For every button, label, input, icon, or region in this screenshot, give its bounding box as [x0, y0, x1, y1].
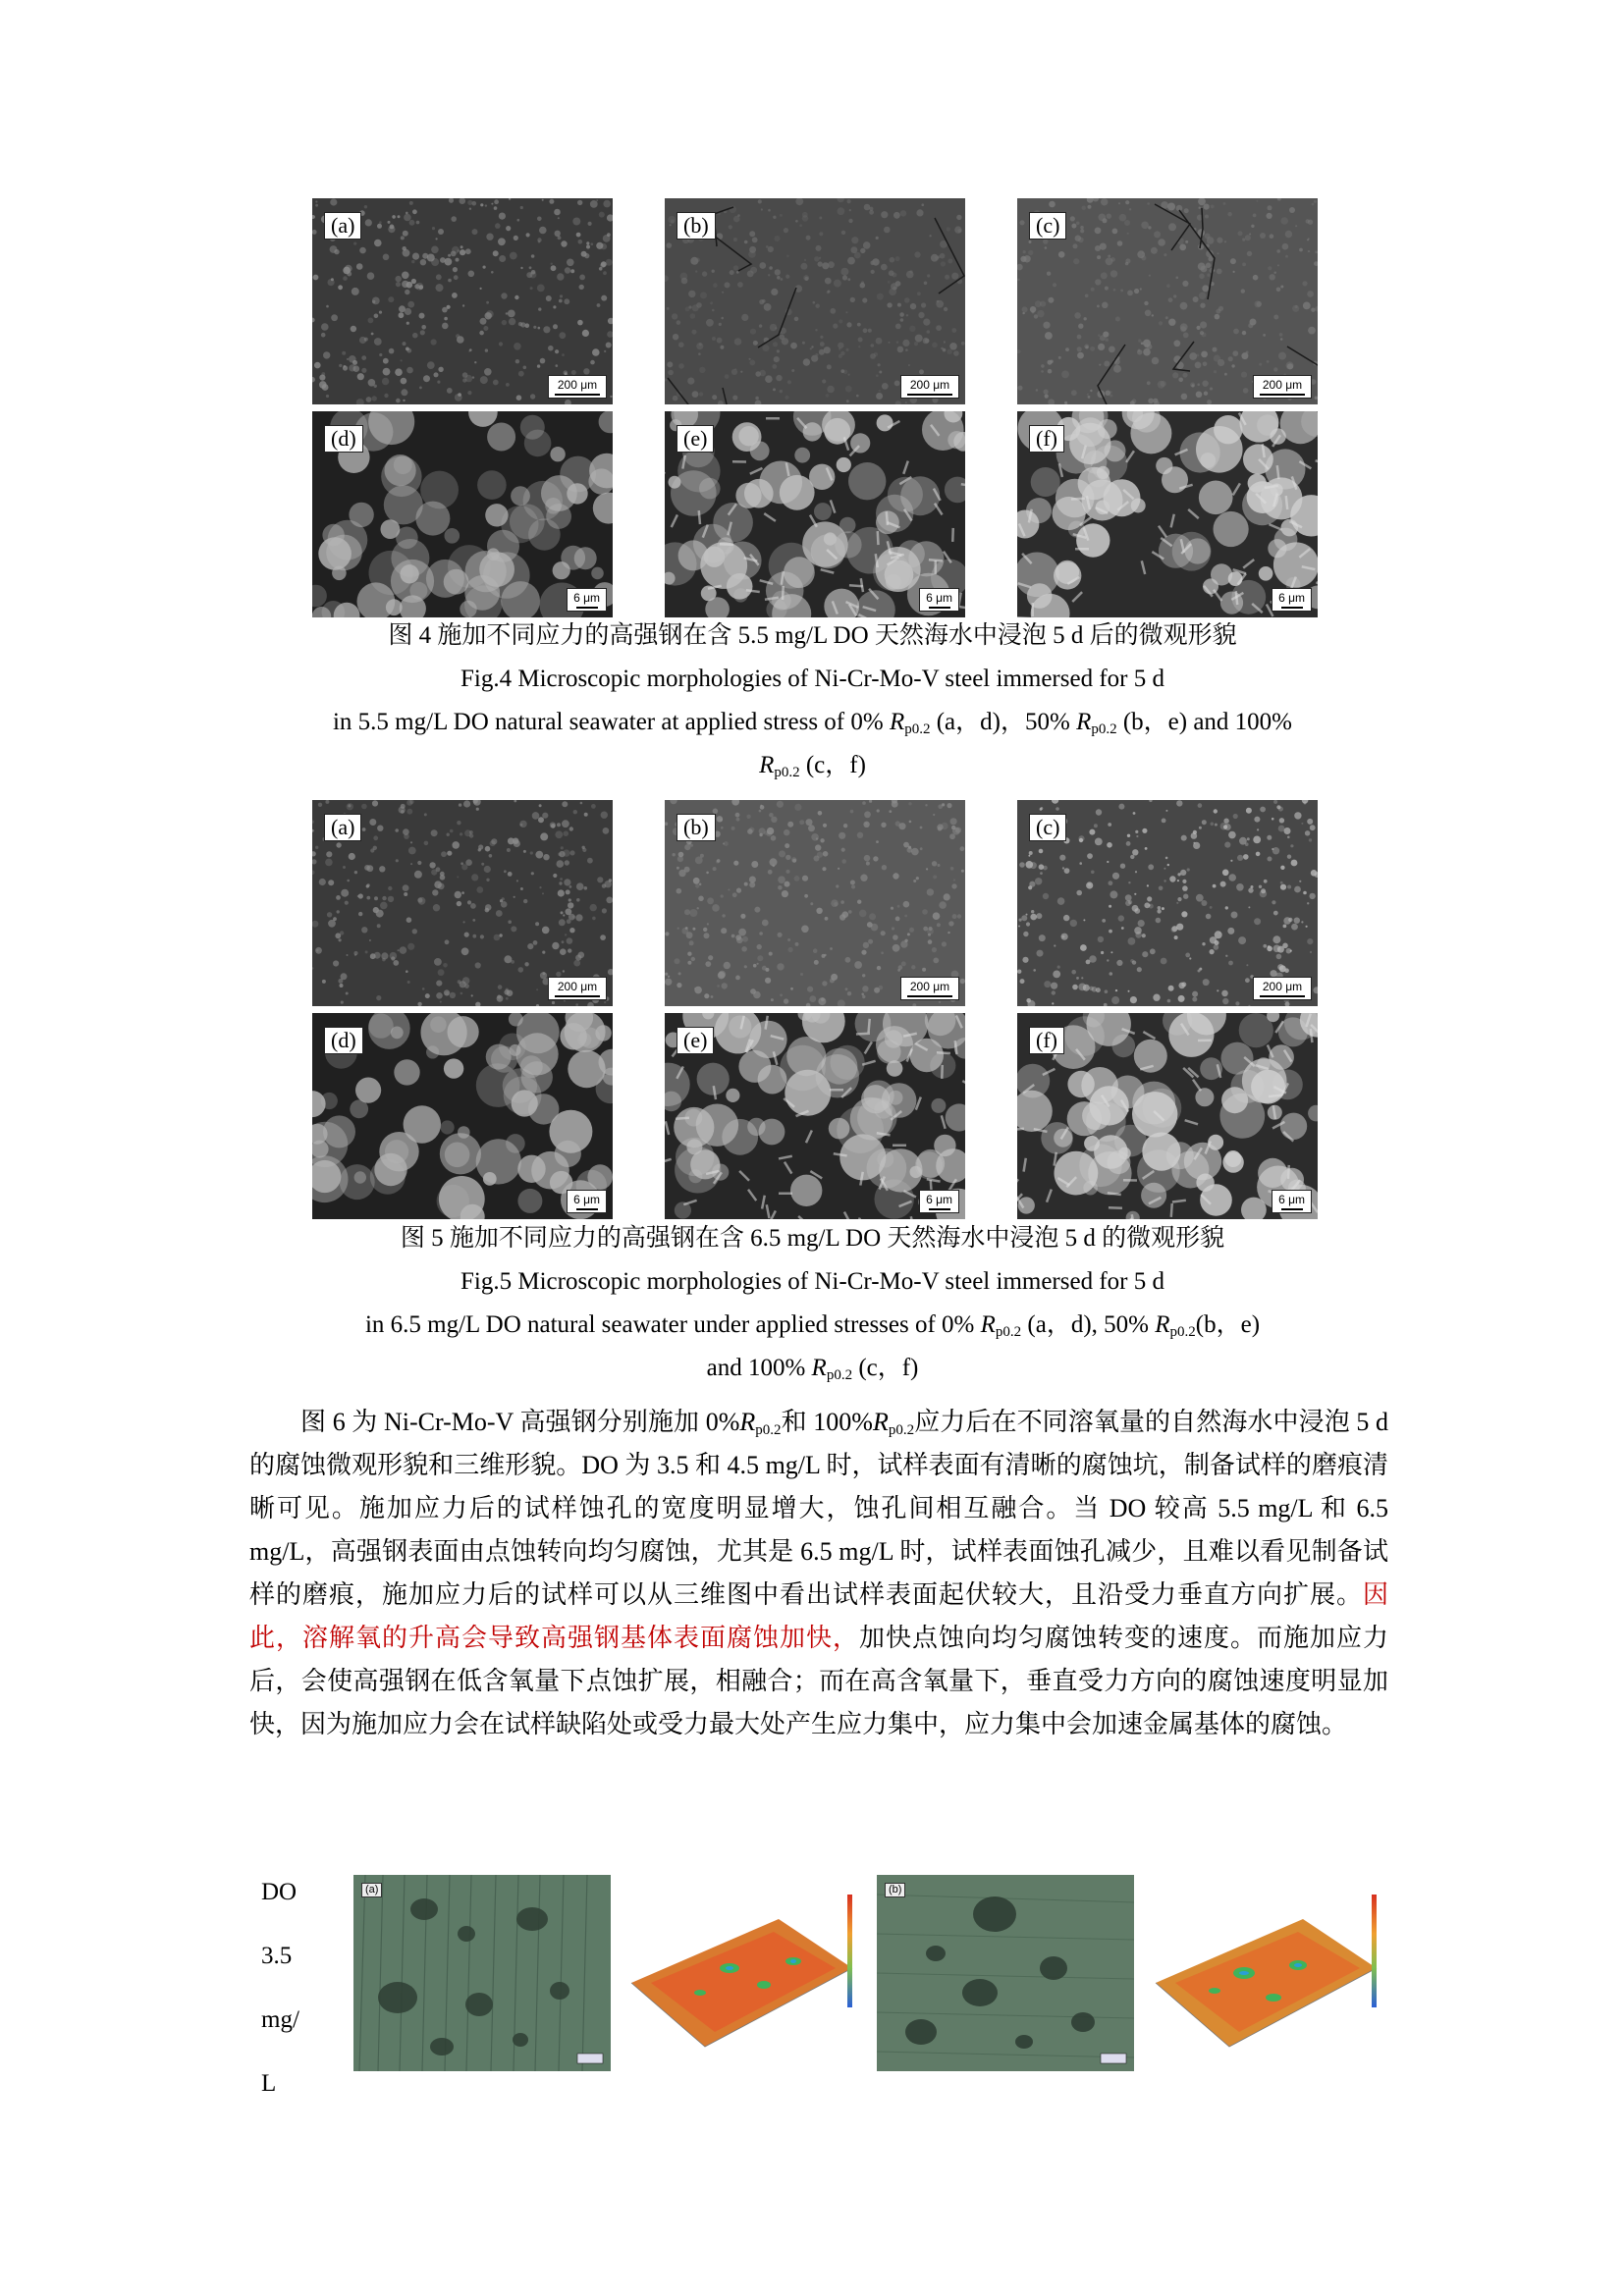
panel-label: (d) [324, 1027, 363, 1054]
figure-5-caption-en-3: and 100% $R_{p0.2}$ (c，f) [706, 1355, 919, 1383]
panel-label: (a) [324, 814, 361, 841]
sem-panel-c [1017, 198, 1318, 404]
sem-panel-b [665, 198, 965, 404]
optical-micrograph-a [353, 1875, 611, 2071]
scale-bar: 200 μm [900, 977, 959, 1000]
panel-label: (c) [1029, 212, 1066, 240]
panel-label: (f) [1029, 425, 1064, 453]
sem-panel-f [1017, 1013, 1318, 1219]
sem-panel-f [1017, 411, 1318, 617]
figure-5-grid [312, 800, 1319, 1219]
figure-4-caption-cn: 图 4 施加不同应力的高强钢在含 5.5 mg/L DO 天然海水中浸泡 5 d 后的微观形貌 [388, 622, 1237, 649]
sem-panel-b [665, 800, 965, 1006]
sem-panel-a [312, 198, 613, 404]
panel-label: (b) [677, 212, 716, 240]
optical-micrograph-b [877, 1875, 1134, 2071]
scale-bar: 200 μm [900, 375, 959, 399]
body-paragraph: 图 6 为 Ni-Cr-Mo-V 高强钢分别施加 $0\%R_{p0.2}$和 $100\%R_{p0.2}$应力后在不同溶氧量的自然海水中浸泡 5 d 的腐蚀微观形貌和三维形貌。DO 为 3.5 和 4.5 mg/L 时，试样表面有清晰的腐蚀坑，制备试样的磨痕清晰可见。施加应力后的试样蚀孔的宽度明显增大，蚀孔间相互融合。当 DO 较高 5.5 mg/L 和 6.5 mg/L，高强钢表面由点蚀转向均匀腐蚀，尤其是 6.5 mg/L 时，试样表面蚀孔减少，且难以看见制备试样的磨痕，施加应力后的试样可以从三维图中看出试样表面起伏较大，且沿受力垂直方向扩展。因此，溶解氧的升高会导致高强钢基体表面腐蚀加快，加快点蚀向均匀腐蚀转变的速度。而施加应力后，会使高强钢在低含氧量下点蚀扩展，相融合；而在高含氧量下，垂直受力方向的腐蚀速度明显加快，因为施加应力会在试样缺陷处或受力最大处产生应力集中，应力集中会加速金属基体的腐蚀。 [249, 1408, 1388, 1738]
panel-tag-b: (b) [885, 1883, 905, 1897]
scale-bar: 200 μm [1253, 977, 1312, 1000]
scale-bar: 200 μm [548, 375, 607, 399]
sem-panel-a [312, 800, 613, 1006]
3d-topography-a [612, 1875, 869, 2071]
panel-label: (c) [1029, 814, 1066, 841]
sem-panel-c [1017, 800, 1318, 1006]
figure-4-caption-en-3: $R_{p0.2}$ (c，f) [759, 752, 866, 780]
figure-5-caption-en-2: in 6.5 mg/L DO natural seawater under applied stresses of 0% $R_{p0.2}$ (a，d), 50% $R_{p0.2}(b$，e) [364, 1311, 1261, 1340]
figure-4-grid [312, 198, 1319, 617]
panel-label: (e) [677, 425, 714, 453]
scale-bar: 6 μm [1272, 588, 1312, 612]
panel-label: (b) [677, 814, 716, 841]
panel-label: (a) [324, 212, 361, 240]
panel-label: (f) [1029, 1027, 1064, 1054]
panel-tag-a: (a) [361, 1883, 382, 1897]
do-level-label: DO 3.5 mg/ L [261, 1879, 299, 2097]
figure-5-caption-cn: 图 5 施加不同应力的高强钢在含 6.5 mg/L DO 天然海水中浸泡 5 d 的微观形貌 [400, 1225, 1225, 1252]
figure-4-caption-en-2: in 5.5 mg/L DO natural seawater at applied stress of 0% $R_{p0.2}$ (a，d)，50% $R_{p0.2}$ (b，e) and 100% [332, 709, 1293, 737]
panel-label: (d) [324, 425, 363, 453]
scale-bar: 6 μm [567, 1190, 607, 1213]
scale-bar: 200 μm [548, 977, 607, 1000]
highlighted-conclusion: 因此，溶解氧的升高会导致高强钢基体表面腐蚀加快， [249, 1580, 1388, 1652]
sem-panel-d [312, 1013, 613, 1219]
scale-bar: 6 μm [567, 588, 607, 612]
3d-topography-b [1136, 1875, 1393, 2071]
sem-panel-d [312, 411, 613, 617]
figure-5-caption-en-1: Fig.5 Microscopic morphologies of Ni-Cr-Mo-V steel immersed for 5 d [460, 1268, 1164, 1295]
scale-bar: 6 μm [1272, 1190, 1312, 1213]
scale-bar: 200 μm [1253, 375, 1312, 399]
scale-bar: 6 μm [919, 1190, 959, 1213]
panel-label: (e) [677, 1027, 714, 1054]
sem-panel-e [665, 411, 965, 617]
sem-panel-e [665, 1013, 965, 1219]
scale-bar: 6 μm [919, 588, 959, 612]
figure-4-caption-en-1: Fig.4 Microscopic morphologies of Ni-Cr-Mo-V steel immersed for 5 d [460, 666, 1164, 692]
